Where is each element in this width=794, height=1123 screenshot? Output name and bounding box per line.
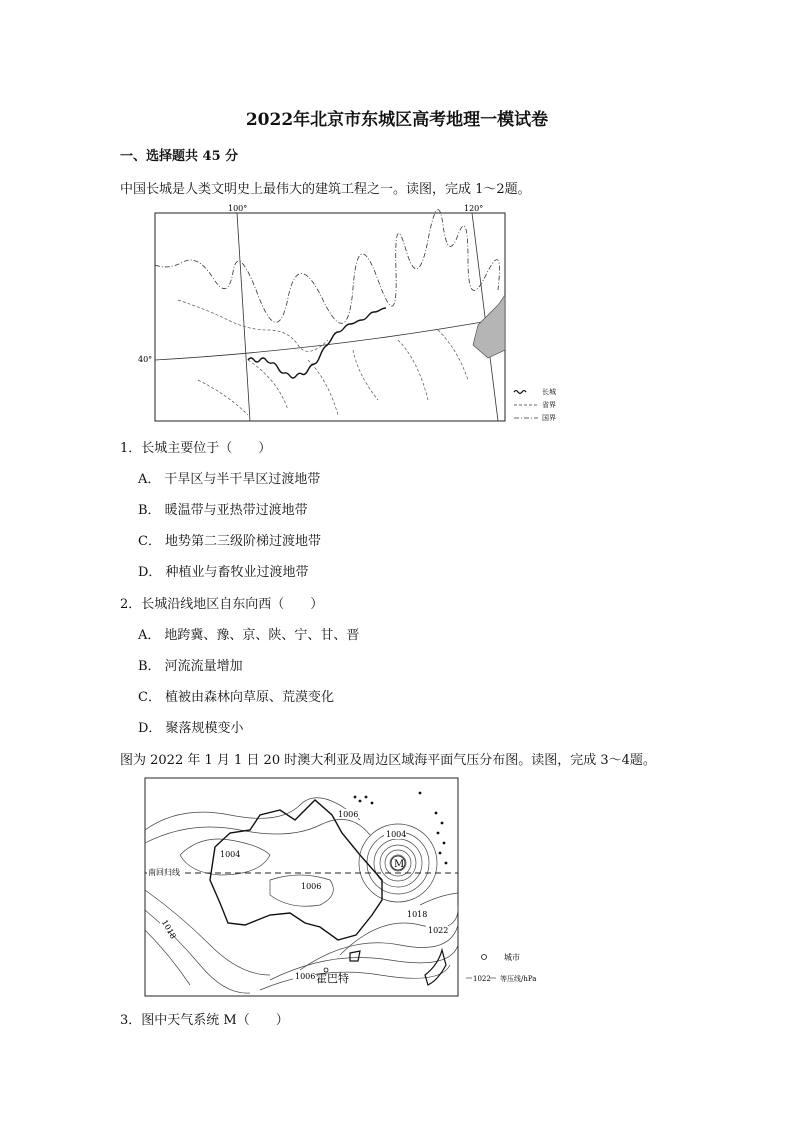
isobars: [145, 798, 458, 993]
australia-coastline: [210, 800, 382, 940]
province-border: [178, 300, 328, 351]
q1-option-d[interactable]: D． 种植业与畜牧业过渡地带: [138, 565, 309, 580]
q2-option-a[interactable]: A． 地跨冀、豫、京、陕、宁、甘、晋: [138, 628, 360, 643]
province-borders: [198, 330, 468, 415]
isobar-label: 1004: [220, 850, 241, 859]
meridian-100: [237, 213, 250, 421]
parallel-40: [155, 318, 505, 360]
page-title: 2022年北京市东城区高考地理一模试卷: [245, 110, 549, 130]
intro-paragraph-1: 中国长城是人类文明史上最伟大的建筑工程之一。读图，完成 1～2题。: [120, 182, 531, 197]
lon-label-100: 100°: [228, 204, 248, 213]
bohai-sea: [473, 295, 505, 358]
legend-national: 国界: [542, 414, 556, 422]
q1-option-c[interactable]: C． 地势第二三级阶梯过渡地带: [138, 534, 321, 549]
isobar-label: 1018: [159, 918, 178, 941]
section-heading: 一、选择题共 45 分: [120, 149, 239, 164]
isobar-label: 1006: [338, 810, 359, 819]
tropic-label: 南回归线: [148, 868, 180, 877]
isobar-label: 1022: [428, 926, 449, 935]
q2-option-c[interactable]: C． 植被由森林向草原、荒漠变化: [138, 690, 334, 705]
national-border: [155, 210, 500, 324]
tasmania: [350, 951, 360, 961]
new-zealand: [425, 950, 446, 985]
intro-paragraph-2: 图为 2022 年 1 月 1 日 20 时澳大利亚及周边区域海平面气压分布图。读图，完成 3～4题。: [120, 753, 656, 768]
australia-pressure-map: [120, 775, 560, 1000]
q1-option-a[interactable]: A． 干旱区与半干旱区过渡地带: [138, 472, 321, 487]
q2-option-d[interactable]: D． 聚落规模变小: [138, 721, 244, 736]
great-wall-line: [248, 308, 386, 378]
legend-wall-swatch: [514, 391, 526, 394]
legend-isobar: 等压线/hPa: [500, 975, 537, 983]
system-label: M: [394, 859, 405, 870]
lon-label-120: 120°: [464, 204, 484, 213]
isobar-label: 1006: [301, 882, 322, 891]
question-3-stem: 3．图中天气系统 M（ ）: [120, 1013, 289, 1028]
city-label-hobart: 霍巴特: [316, 972, 349, 985]
legend-city: 城市: [504, 953, 520, 962]
legend-wall: 长城: [542, 388, 556, 396]
isobar-label: 1004: [386, 830, 407, 839]
lat-label-40: 40°: [138, 355, 153, 364]
great-wall-map: [138, 200, 578, 428]
question-1-stem: 1．长城主要位于（ ）: [120, 441, 272, 456]
isobar-label: 1018: [407, 910, 428, 919]
legend-isobar-value: 1022: [473, 975, 491, 983]
q1-option-b[interactable]: B． 暖温带与亚热带过渡地带: [138, 503, 308, 518]
q2-option-b[interactable]: B． 河流流量增加: [138, 659, 243, 674]
legend-province: 省界: [542, 401, 556, 409]
isobar-label: 1006: [295, 972, 316, 981]
legend-city-symbol: [482, 955, 487, 960]
islands: [354, 792, 448, 865]
question-2-stem: 2．长城沿线地区自东向西（ ）: [120, 597, 324, 612]
